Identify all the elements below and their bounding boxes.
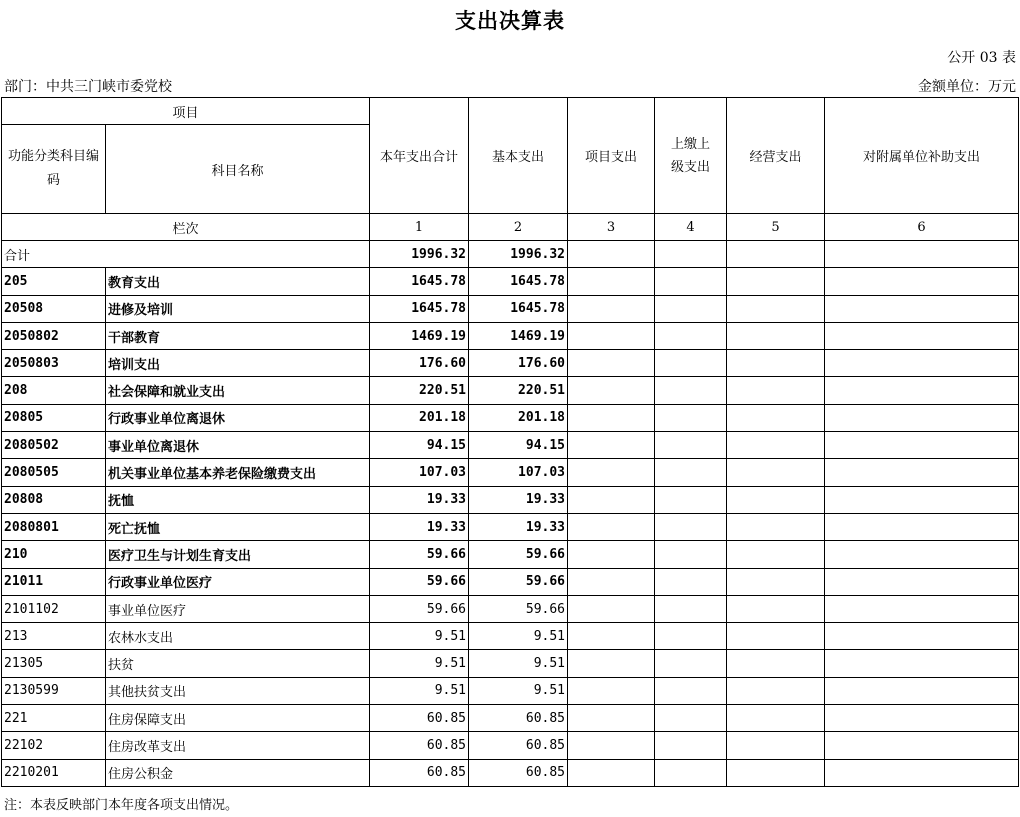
row-basic: 19.33 xyxy=(469,486,568,513)
row-code: 2101102 xyxy=(2,595,106,622)
row-code: 213 xyxy=(2,623,106,650)
row-upper xyxy=(655,377,727,404)
total-amount: 1996.32 xyxy=(370,241,469,268)
header-upper: 上缴上级支出 xyxy=(655,98,727,214)
row-code: 22102 xyxy=(2,732,106,759)
row-project xyxy=(568,350,655,377)
row-operating xyxy=(727,486,825,513)
row-operating xyxy=(727,377,825,404)
row-name: 死亡抚恤 xyxy=(106,513,370,540)
table-row xyxy=(2,759,1019,786)
row-operating xyxy=(727,759,825,786)
row-upper xyxy=(655,677,727,704)
row-total: 107.03 xyxy=(370,459,469,486)
table-row xyxy=(2,541,1019,568)
header-operating: 经营支出 xyxy=(727,98,825,214)
row-upper xyxy=(655,432,727,459)
table-row xyxy=(2,377,1019,404)
row-name: 教育支出 xyxy=(106,268,370,295)
table-row xyxy=(2,595,1019,622)
row-operating xyxy=(727,568,825,595)
row-subsidy xyxy=(825,350,1019,377)
footnote: 注：本表反映部门本年度各项支出情况。 xyxy=(4,798,239,813)
row-project xyxy=(568,759,655,786)
row-upper xyxy=(655,568,727,595)
total-basic: 1996.32 xyxy=(469,241,568,268)
row-name: 住房改革支出 xyxy=(106,732,370,759)
row-operating xyxy=(727,459,825,486)
table-row xyxy=(2,459,1019,486)
amount-unit-label: 金额单位：万元 xyxy=(918,79,1016,95)
col-number: 5 xyxy=(727,214,825,241)
row-project xyxy=(568,595,655,622)
row-subsidy xyxy=(825,486,1019,513)
row-subsidy xyxy=(825,650,1019,677)
row-upper xyxy=(655,623,727,650)
row-code: 21305 xyxy=(2,650,106,677)
row-operating xyxy=(727,268,825,295)
row-project xyxy=(568,677,655,704)
row-subsidy xyxy=(825,541,1019,568)
row-basic: 60.85 xyxy=(469,759,568,786)
row-code: 2080502 xyxy=(2,432,106,459)
row-operating xyxy=(727,595,825,622)
table-row xyxy=(2,404,1019,431)
row-operating xyxy=(727,350,825,377)
row-basic: 176.60 xyxy=(469,350,568,377)
row-total: 1469.19 xyxy=(370,322,469,349)
row-project xyxy=(568,705,655,732)
row-operating xyxy=(727,513,825,540)
row-project xyxy=(568,459,655,486)
col-number: 1 xyxy=(370,214,469,241)
row-total: 19.33 xyxy=(370,513,469,540)
row-basic: 19.33 xyxy=(469,513,568,540)
row-code: 2130599 xyxy=(2,677,106,704)
row-operating xyxy=(727,404,825,431)
row-project xyxy=(568,322,655,349)
row-total: 1645.78 xyxy=(370,295,469,322)
row-basic: 60.85 xyxy=(469,705,568,732)
row-basic: 1645.78 xyxy=(469,295,568,322)
row-project xyxy=(568,650,655,677)
table-row xyxy=(2,486,1019,513)
row-basic: 59.66 xyxy=(469,595,568,622)
row-name: 行政事业单位医疗 xyxy=(106,568,370,595)
header-subsidy: 对附属单位补助支出 xyxy=(825,98,1019,214)
row-code: 20805 xyxy=(2,404,106,431)
row-operating xyxy=(727,705,825,732)
row-project xyxy=(568,541,655,568)
row-upper xyxy=(655,268,727,295)
row-operating xyxy=(727,650,825,677)
header-name: 科目名称 xyxy=(106,125,370,214)
row-upper xyxy=(655,350,727,377)
row-project xyxy=(568,295,655,322)
row-basic: 59.66 xyxy=(469,541,568,568)
row-name: 事业单位离退休 xyxy=(106,432,370,459)
page-title: 支出决算表 xyxy=(455,8,565,33)
row-name: 抚恤 xyxy=(106,486,370,513)
row-total: 9.51 xyxy=(370,623,469,650)
row-subsidy xyxy=(825,295,1019,322)
row-subsidy xyxy=(825,322,1019,349)
total-label: 合计 xyxy=(2,241,370,268)
col-number: 3 xyxy=(568,214,655,241)
row-basic: 9.51 xyxy=(469,677,568,704)
row-code: 20508 xyxy=(2,295,106,322)
row-name: 住房公积金 xyxy=(106,759,370,786)
row-name: 进修及培训 xyxy=(106,295,370,322)
header-item: 项目 xyxy=(2,98,370,125)
row-total: 59.66 xyxy=(370,541,469,568)
row-basic: 94.15 xyxy=(469,432,568,459)
row-total: 201.18 xyxy=(370,404,469,431)
row-subsidy xyxy=(825,568,1019,595)
row-project xyxy=(568,432,655,459)
row-subsidy xyxy=(825,759,1019,786)
row-operating xyxy=(727,623,825,650)
row-upper xyxy=(655,650,727,677)
row-subsidy xyxy=(825,404,1019,431)
row-upper xyxy=(655,513,727,540)
table-row xyxy=(2,732,1019,759)
header-basic: 基本支出 xyxy=(469,98,568,214)
row-basic: 9.51 xyxy=(469,623,568,650)
row-operating xyxy=(727,541,825,568)
header-total: 本年支出合计 xyxy=(370,98,469,214)
row-basic: 9.51 xyxy=(469,650,568,677)
department-label: 部门：中共三门峡市委党校 xyxy=(4,79,172,95)
row-subsidy xyxy=(825,677,1019,704)
row-project xyxy=(568,568,655,595)
col-number: 4 xyxy=(655,214,727,241)
header-project: 项目支出 xyxy=(568,98,655,214)
row-total: 176.60 xyxy=(370,350,469,377)
row-code: 21011 xyxy=(2,568,106,595)
row-upper xyxy=(655,705,727,732)
row-name: 干部教育 xyxy=(106,322,370,349)
row-subsidy xyxy=(825,705,1019,732)
row-subsidy xyxy=(825,459,1019,486)
row-total: 60.85 xyxy=(370,759,469,786)
row-total: 60.85 xyxy=(370,705,469,732)
row-total: 19.33 xyxy=(370,486,469,513)
row-total: 1645.78 xyxy=(370,268,469,295)
row-basic: 59.66 xyxy=(469,568,568,595)
row-upper xyxy=(655,759,727,786)
row-total: 59.66 xyxy=(370,568,469,595)
row-name: 事业单位医疗 xyxy=(106,595,370,622)
row-upper xyxy=(655,322,727,349)
row-name: 机关事业单位基本养老保险缴费支出 xyxy=(106,459,370,486)
row-name: 行政事业单位离退休 xyxy=(106,404,370,431)
row-code: 2080505 xyxy=(2,459,106,486)
row-name: 培训支出 xyxy=(106,350,370,377)
row-operating xyxy=(727,677,825,704)
row-operating xyxy=(727,432,825,459)
table-row xyxy=(2,513,1019,540)
row-upper xyxy=(655,404,727,431)
table-row xyxy=(2,350,1019,377)
row-basic: 1645.78 xyxy=(469,268,568,295)
row-name: 扶贫 xyxy=(106,650,370,677)
col-number: 2 xyxy=(469,214,568,241)
row-code: 210 xyxy=(2,541,106,568)
row-operating xyxy=(727,295,825,322)
row-code: 2080801 xyxy=(2,513,106,540)
row-upper xyxy=(655,732,727,759)
table-row xyxy=(2,677,1019,704)
table-row xyxy=(2,432,1019,459)
row-name: 住房保障支出 xyxy=(106,705,370,732)
table-row xyxy=(2,568,1019,595)
row-operating xyxy=(727,322,825,349)
row-basic: 201.18 xyxy=(469,404,568,431)
row-operating xyxy=(727,732,825,759)
col-number: 6 xyxy=(825,214,1019,241)
row-total: 60.85 xyxy=(370,732,469,759)
row-project xyxy=(568,513,655,540)
row-name: 其他扶贫支出 xyxy=(106,677,370,704)
row-name: 农林水支出 xyxy=(106,623,370,650)
row-code: 2050802 xyxy=(2,322,106,349)
row-project xyxy=(568,404,655,431)
row-upper xyxy=(655,295,727,322)
row-upper xyxy=(655,486,727,513)
row-project xyxy=(568,732,655,759)
table-row xyxy=(2,650,1019,677)
row-total: 9.51 xyxy=(370,650,469,677)
expenditure-table xyxy=(1,97,1019,787)
row-upper xyxy=(655,541,727,568)
table-row xyxy=(2,623,1019,650)
table-row xyxy=(2,322,1019,349)
row-subsidy xyxy=(825,595,1019,622)
row-code: 208 xyxy=(2,377,106,404)
table-row xyxy=(2,705,1019,732)
row-basic: 1469.19 xyxy=(469,322,568,349)
row-total: 9.51 xyxy=(370,677,469,704)
row-basic: 220.51 xyxy=(469,377,568,404)
row-subsidy xyxy=(825,432,1019,459)
row-name: 医疗卫生与计划生育支出 xyxy=(106,541,370,568)
row-subsidy xyxy=(825,377,1019,404)
table-row xyxy=(2,295,1019,322)
row-subsidy xyxy=(825,268,1019,295)
total-row xyxy=(2,241,1019,268)
form-number: 公开 03 表 xyxy=(947,50,1016,66)
row-total: 220.51 xyxy=(370,377,469,404)
table-row xyxy=(2,268,1019,295)
row-total: 94.15 xyxy=(370,432,469,459)
row-basic: 60.85 xyxy=(469,732,568,759)
header-code: 功能分类科目编码 xyxy=(2,125,106,214)
row-basic: 107.03 xyxy=(469,459,568,486)
row-project xyxy=(568,623,655,650)
row-total: 59.66 xyxy=(370,595,469,622)
row-code: 2210201 xyxy=(2,759,106,786)
row-project xyxy=(568,268,655,295)
row-code: 221 xyxy=(2,705,106,732)
header-row-index: 栏次 xyxy=(2,214,370,241)
row-subsidy xyxy=(825,732,1019,759)
row-subsidy xyxy=(825,513,1019,540)
row-name: 社会保障和就业支出 xyxy=(106,377,370,404)
row-code: 205 xyxy=(2,268,106,295)
row-code: 20808 xyxy=(2,486,106,513)
row-upper xyxy=(655,595,727,622)
row-project xyxy=(568,486,655,513)
row-code: 2050803 xyxy=(2,350,106,377)
row-project xyxy=(568,377,655,404)
row-upper xyxy=(655,459,727,486)
row-subsidy xyxy=(825,623,1019,650)
